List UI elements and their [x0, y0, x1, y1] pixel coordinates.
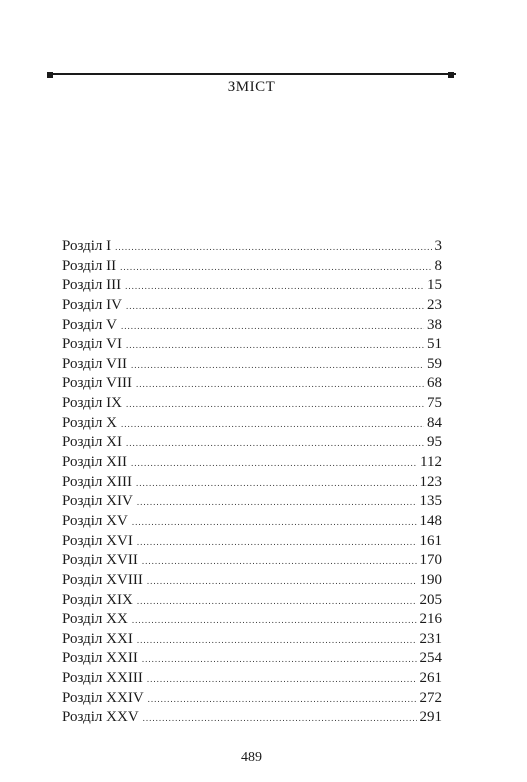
toc-entry[interactable]: [62, 649, 442, 669]
header-rule-right-square: [448, 72, 454, 78]
toc-dot-leader: [126, 436, 424, 450]
toc-entry-label: Розділ XIX: [62, 591, 133, 608]
toc-entry[interactable]: [62, 630, 442, 650]
toc-entry[interactable]: [62, 374, 442, 394]
toc-entry[interactable]: [62, 296, 442, 316]
toc-entry[interactable]: [62, 257, 442, 277]
toc-entry-page: 254: [419, 650, 442, 667]
toc-entry-page: 216: [419, 611, 442, 628]
toc-entry[interactable]: [62, 276, 442, 296]
toc-entry-page: 123: [419, 473, 442, 490]
toc-entry-label: Розділ XI: [62, 434, 122, 451]
toc-dot-leader: [137, 594, 417, 608]
toc-dot-leader: [143, 711, 417, 725]
toc-entry-page: 135: [419, 493, 442, 510]
toc-dot-leader: [137, 535, 417, 549]
toc-entry[interactable]: [62, 453, 442, 473]
toc-entry-page: 84: [427, 414, 442, 431]
toc-dot-leader: [136, 476, 417, 490]
toc-entry-page: 161: [419, 532, 442, 549]
toc-entry[interactable]: [62, 237, 442, 257]
toc-entry-label: Розділ V: [62, 316, 117, 333]
toc-entry[interactable]: [62, 571, 442, 591]
table-of-contents: [62, 237, 442, 728]
toc-entry-label: Розділ II: [62, 257, 117, 274]
toc-entry-label: Розділ VI: [62, 336, 122, 353]
toc-entry-label: Розділ XVI: [62, 532, 133, 549]
toc-entry[interactable]: [62, 316, 442, 336]
toc-entry-page: 112: [420, 454, 442, 471]
toc-dot-leader: [147, 574, 417, 588]
toc-entry-page: 170: [419, 552, 442, 569]
toc-entry-page: 15: [427, 277, 442, 294]
toc-dot-leader: [147, 672, 417, 686]
toc-entry-label: Розділ III: [62, 277, 122, 294]
toc-entry[interactable]: [62, 591, 442, 611]
toc-entry-label: Розділ XXII: [62, 650, 138, 667]
toc-entry[interactable]: [62, 551, 442, 571]
toc-entry-label: Розділ XXI: [62, 630, 133, 647]
toc-dot-leader: [126, 338, 424, 352]
toc-dot-leader: [126, 299, 424, 313]
toc-entry-page: 8: [434, 257, 442, 274]
toc-entry-page: 272: [419, 689, 442, 706]
toc-entry-label: Розділ VIII: [62, 375, 132, 392]
page-number: 489: [241, 750, 262, 765]
toc-dot-leader: [131, 456, 417, 470]
header-rule: [50, 73, 456, 75]
toc-dot-leader: [120, 260, 431, 274]
toc-entry-label: Розділ XIII: [62, 473, 132, 490]
toc-dot-leader: [148, 692, 417, 706]
toc-dot-leader: [115, 240, 431, 254]
toc-entry-page: 3: [434, 238, 442, 254]
toc-dot-leader: [126, 397, 424, 411]
toc-entry-label: Розділ VII: [62, 355, 127, 372]
toc-entry-label: Розділ I: [62, 238, 112, 254]
page-title: ЗМІСТ: [227, 79, 276, 95]
toc-entry-page: 261: [419, 670, 442, 687]
toc-dot-leader: [121, 319, 424, 333]
toc-dot-leader: [137, 633, 417, 647]
toc-entry[interactable]: [62, 512, 442, 532]
toc-entry[interactable]: [62, 355, 442, 375]
toc-entry-page: 75: [427, 395, 442, 412]
toc-entry-label: Розділ XX: [62, 611, 128, 628]
toc-entry-label: Розділ IV: [62, 296, 122, 313]
toc-entry-page: 231: [419, 630, 442, 647]
toc-entry-label: Розділ XV: [62, 512, 128, 529]
toc-entry-label: Розділ X: [62, 414, 117, 431]
toc-entry-page: 190: [419, 571, 442, 588]
header-rule-left-square: [47, 72, 53, 78]
toc-entry-page: 51: [427, 336, 442, 353]
toc-entry-page: 205: [419, 591, 442, 608]
toc-entry-label: Розділ XXIV: [62, 689, 144, 706]
toc-entry-label: Розділ XVII: [62, 552, 138, 569]
toc-entry[interactable]: [62, 610, 442, 630]
toc-entry[interactable]: [62, 689, 442, 709]
toc-entry[interactable]: [62, 335, 442, 355]
toc-entry-page: 59: [427, 355, 442, 372]
toc-dot-leader: [137, 495, 417, 509]
toc-entry[interactable]: [62, 532, 442, 552]
toc-entry-label: Розділ XXV: [62, 709, 139, 726]
toc-entry[interactable]: [62, 708, 442, 728]
toc-entry-label: Розділ XIV: [62, 493, 133, 510]
toc-entry-page: 148: [419, 512, 442, 529]
toc-entry[interactable]: [62, 473, 442, 493]
toc-entry-label: Розділ XVIII: [62, 571, 143, 588]
toc-dot-leader: [142, 554, 417, 568]
toc-dot-leader: [125, 279, 424, 293]
toc-entry[interactable]: [62, 492, 442, 512]
toc-dot-leader: [142, 652, 417, 666]
toc-entry-page: 291: [419, 709, 442, 726]
toc-entry-page: 95: [427, 434, 442, 451]
toc-entry[interactable]: [62, 414, 442, 434]
toc-entry-label: Розділ XII: [62, 454, 127, 471]
toc-entry-page: 68: [427, 375, 442, 392]
toc-entry-page: 23: [427, 296, 442, 313]
toc-dot-leader: [136, 377, 424, 391]
toc-dot-leader: [121, 417, 424, 431]
toc-entry[interactable]: [62, 669, 442, 689]
toc-dot-leader: [132, 515, 417, 529]
toc-entry[interactable]: [62, 433, 442, 453]
toc-entry-label: Розділ IX: [62, 395, 122, 412]
toc-entry-page: 38: [427, 316, 442, 333]
toc-dot-leader: [132, 613, 417, 627]
toc-dot-leader: [131, 358, 424, 372]
toc-entry-label: Розділ XXIII: [62, 670, 143, 687]
toc-entry[interactable]: [62, 394, 442, 414]
